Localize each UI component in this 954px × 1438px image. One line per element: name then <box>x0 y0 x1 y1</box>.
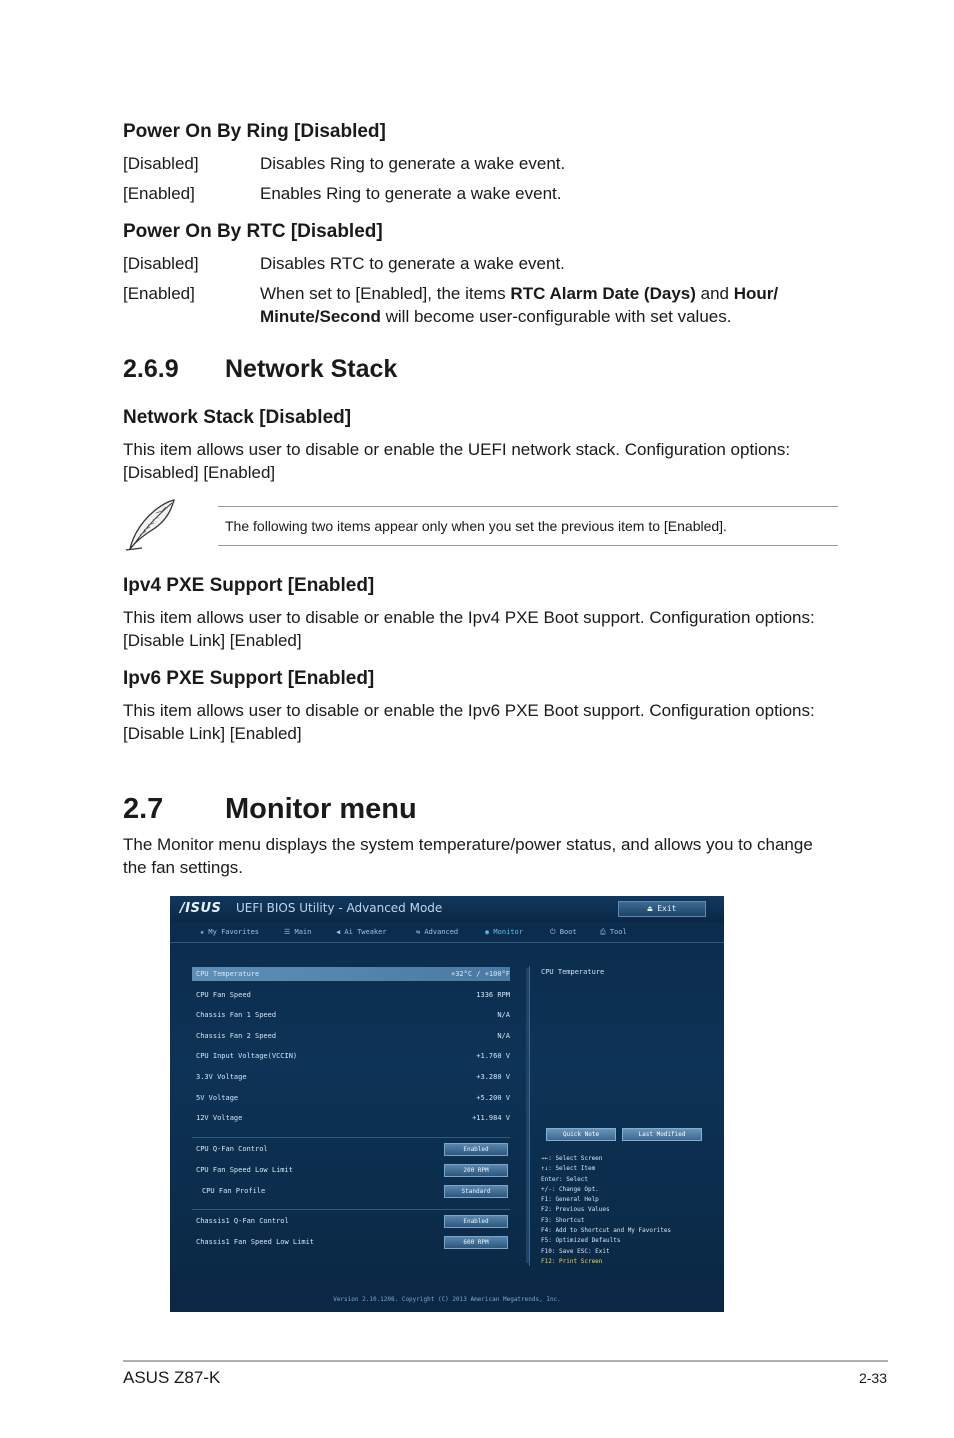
bios-option-button[interactable]: 600 RPM <box>444 1236 508 1249</box>
bios-row-label: 12V Voltage <box>196 1114 243 1122</box>
network-stack-heading: Network Stack [Disabled] <box>123 407 352 428</box>
bios-row-label: Chassis Fan 2 Speed <box>196 1032 277 1040</box>
bios-row-value: +3.280 V <box>476 1073 510 1081</box>
bios-row-value: +1.760 V <box>476 1052 510 1060</box>
rtc-option-desc-disabled: Disables RTC to generate a wake event. <box>260 254 565 273</box>
network-stack-text: This item allows user to disable or enable the UEFI network stack. Configuration options: [Disabled] [Enabled] <box>123 440 791 482</box>
bios-tab-advanced[interactable]: ⇆ Advanced <box>416 928 459 936</box>
bios-row-label: 5V Voltage <box>196 1094 239 1102</box>
bios-row-chassis-fan-1[interactable] <box>192 1008 510 1022</box>
bios-key-line: F10: Save ESC: Exit <box>541 1247 610 1255</box>
bios-key-line: F3: Shortcut <box>541 1216 585 1224</box>
bios-title-bar <box>170 896 724 922</box>
bios-screenshot <box>170 896 724 1312</box>
bios-key-legend <box>541 1154 671 1267</box>
bios-row-label: 3.3V Voltage <box>196 1073 247 1081</box>
rtc-desc-bold-2: Hour/ Minute/Second <box>260 284 779 326</box>
rtc-desc-text-3: will become user-configurable with set values. <box>380 307 732 326</box>
bios-version-footer: Version 2.10.1208. Copyright (C) 2013 American Megatrends, Inc. <box>333 1296 561 1303</box>
footer-model: ASUS Z87-K <box>123 1368 221 1387</box>
bios-last-modified-button[interactable]: Last Modified <box>622 1128 702 1141</box>
bios-row-chassis-fan-2[interactable] <box>192 1029 510 1043</box>
bios-exit-label: Exit <box>657 904 677 913</box>
bios-row-chassis1-q-fan-control[interactable] <box>192 1214 510 1228</box>
ipv4-text: This item allows user to disable or enable the Ipv4 PXE Boot support. Configuration options: [Disable Link] [Enabled] <box>123 608 815 650</box>
ipv6-heading: Ipv6 PXE Support [Enabled] <box>123 668 375 689</box>
rtc-desc-text-2: and <box>695 284 734 303</box>
bios-tab-boot[interactable]: ⏻ Boot <box>550 928 577 936</box>
bios-row-cpu-fan-profile[interactable] <box>192 1184 510 1198</box>
section-27-number: 2.7 <box>123 793 164 825</box>
bios-row-label: CPU Q-Fan Control <box>196 1145 268 1153</box>
bios-row-cpu-input-voltage[interactable] <box>192 1049 510 1063</box>
bios-option-button[interactable]: Standard <box>444 1185 508 1198</box>
rtc-desc-text-1: When set to [Enabled], the items <box>260 284 511 303</box>
bios-key-line-print-screen: F12: Print Screen <box>541 1257 603 1265</box>
bios-exit-button[interactable]: ⏏ Exit <box>618 901 706 917</box>
bios-row-label: CPU Temperature <box>196 970 260 978</box>
rtc-option-key-enabled: [Enabled] <box>123 284 195 303</box>
bios-quick-note-button[interactable]: Quick Note <box>546 1128 616 1141</box>
bios-row-value: N/A <box>497 1032 510 1040</box>
section-269-title: Network Stack <box>225 355 398 383</box>
bios-row-3v3-voltage[interactable] <box>192 1070 510 1084</box>
footer-page-number: 2-33 <box>858 1370 887 1386</box>
bios-key-line: ↑↓: Select Item <box>541 1165 596 1173</box>
bios-tab-my-favorites[interactable]: ★ My Favorites <box>200 928 260 936</box>
ring-heading: Power On By Ring [Disabled] <box>123 121 386 142</box>
bios-row-chassis1-fan-low-limit[interactable] <box>192 1235 510 1249</box>
section-27-heading <box>123 792 417 826</box>
bios-row-cpu-temperature[interactable] <box>192 967 510 981</box>
note-top-rule <box>218 506 838 507</box>
feather-pen-icon <box>122 497 180 553</box>
bios-nav-bar <box>170 924 724 943</box>
bios-row-label: CPU Fan Speed Low Limit <box>196 1166 293 1174</box>
bios-row-label: CPU Fan Speed <box>196 991 251 999</box>
bios-tab-monitor[interactable]: ◉ Monitor <box>485 928 523 936</box>
bios-row-value: N/A <box>497 1011 510 1019</box>
bios-key-line: F5: Optimized Defaults <box>541 1237 621 1245</box>
bios-row-cpu-q-fan-control[interactable] <box>192 1142 510 1156</box>
section-269-heading <box>123 354 397 384</box>
rtc-option-desc-enabled <box>260 282 850 328</box>
bios-key-line: +/-: Change Opt. <box>541 1185 599 1193</box>
bios-option-button[interactable]: Enabled <box>444 1143 508 1156</box>
bios-row-cpu-fan-low-limit[interactable] <box>192 1163 510 1177</box>
bios-key-line: F4: Add to Shortcut and My Favorites <box>541 1227 672 1235</box>
ipv4-heading: Ipv4 PXE Support [Enabled] <box>123 575 375 596</box>
ring-option-key-enabled: [Enabled] <box>123 184 195 203</box>
bios-row-value: +11.984 V <box>472 1114 510 1122</box>
bios-row-label: CPU Fan Profile <box>202 1187 266 1195</box>
bios-row-12v-voltage[interactable] <box>192 1111 510 1125</box>
bios-tab-main[interactable]: ☰ Main <box>284 928 312 936</box>
bios-row-value: +5.200 V <box>476 1094 510 1102</box>
section-269-number: 2.6.9 <box>123 355 179 383</box>
footer-rule <box>123 1360 888 1362</box>
bios-row-label: Chassis1 Q-Fan Control <box>196 1217 289 1225</box>
bios-row-value: +32°C / +100°F <box>450 970 510 978</box>
ipv6-text: This item allows user to disable or enable the Ipv6 PXE Boot support. Configuration options: [Disable Link] [Enabled] <box>123 701 815 743</box>
note-bottom-rule <box>218 545 838 546</box>
bios-title: UEFI BIOS Utility - Advanced Mode <box>236 901 443 915</box>
bios-key-line: →←: Select Screen <box>541 1155 603 1162</box>
bios-row-label: Chassis1 Fan Speed Low Limit <box>196 1238 315 1246</box>
bios-tab-ai-tweaker[interactable]: ◀ Ai Tweaker <box>336 928 387 936</box>
rtc-option-key-disabled: [Disabled] <box>123 254 199 273</box>
section-27-title: Monitor menu <box>225 793 417 825</box>
bios-separator <box>192 1137 510 1138</box>
bios-row-cpu-fan-speed[interactable] <box>192 988 510 1002</box>
bios-key-line: F1: General Help <box>541 1196 599 1204</box>
bios-row-label: Chassis Fan 1 Speed <box>196 1011 277 1019</box>
rtc-desc-bold-1: RTC Alarm Date (Days) <box>510 284 696 303</box>
bios-help-title: CPU Temperature <box>541 968 605 976</box>
note-text: The following two items appear only when you set the previous item to [Enabled]. <box>225 518 727 534</box>
bios-row-5v-voltage[interactable] <box>192 1091 510 1105</box>
ring-option-key-disabled: [Disabled] <box>123 154 199 173</box>
bios-row-value: 1336 RPM <box>476 991 510 999</box>
bios-key-line: Enter: Select <box>541 1175 588 1183</box>
ring-option-desc-disabled: Disables Ring to generate a wake event. <box>260 154 566 173</box>
bios-key-line: F2: Previous Values <box>541 1206 610 1214</box>
monitor-intro-text: The Monitor menu displays the system temperature/power status, and allows you to change the fan settings. <box>123 835 813 877</box>
bios-tab-tool[interactable]: ⎙ Tool <box>600 928 627 936</box>
bios-panel-divider <box>529 966 530 1266</box>
bios-option-button[interactable]: 200 RPM <box>444 1164 508 1177</box>
ring-option-desc-enabled: Enables Ring to generate a wake event. <box>260 184 562 203</box>
bios-separator <box>192 1209 510 1210</box>
asus-logo: /ISUS <box>180 901 222 916</box>
bios-option-button[interactable]: Enabled <box>444 1215 508 1228</box>
bios-row-label: CPU Input Voltage(VCCIN) <box>196 1052 298 1060</box>
rtc-heading: Power On By RTC [Disabled] <box>123 221 383 242</box>
